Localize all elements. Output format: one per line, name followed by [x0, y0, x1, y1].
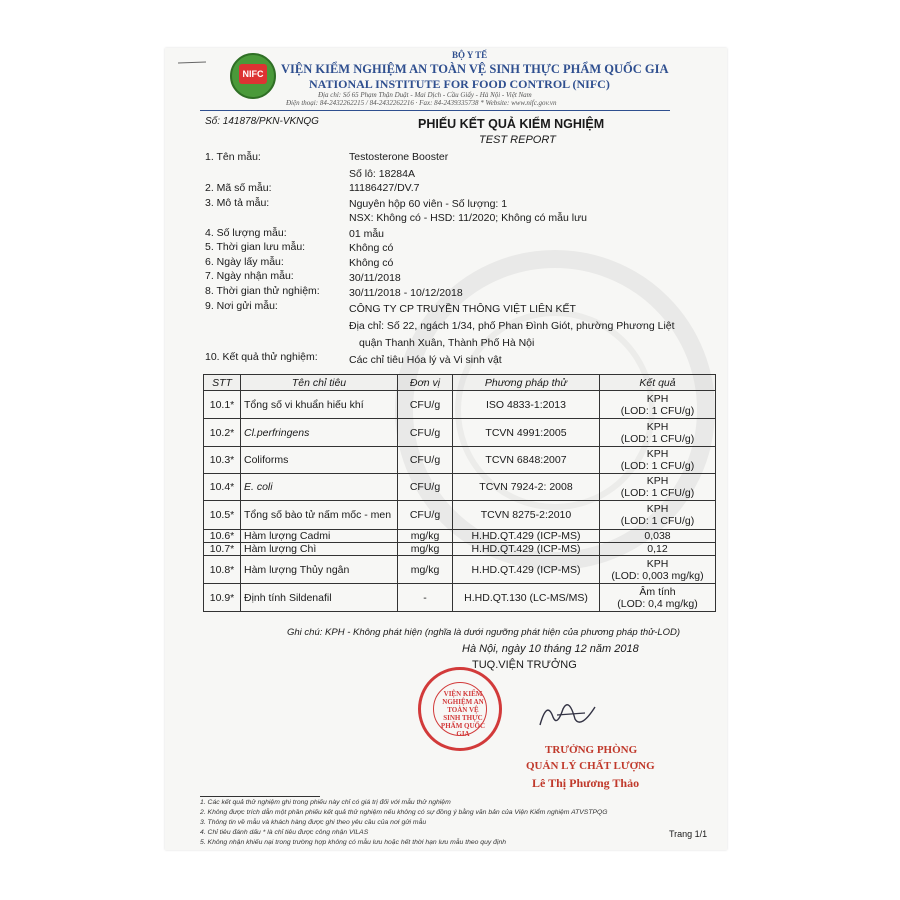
result-value: KPH	[646, 420, 669, 433]
cell-result	[600, 391, 716, 419]
cell-name: Định tính Sildenafil	[241, 584, 398, 612]
field-label: 2. Mã số mẫu:	[205, 182, 272, 194]
table-row	[204, 474, 716, 501]
cell-name: Hàm lượng Chì	[241, 543, 398, 556]
report-title: PHIẾU KẾT QUẢ KIỂM NGHIỆM	[418, 117, 605, 131]
result-lod: (LOD: 1 CFU/g)	[620, 515, 695, 527]
table-row	[204, 556, 716, 584]
field-value: Địa chỉ: Số 22, ngách 1/34, phố Phan Đình Giót, phường Phương Liệt	[349, 320, 675, 332]
footnote: 2. Không được trích dẫn một phần phiếu kết quả thử nghiệm nếu không có sự đồng ý bằng văn bản của Viện Kiểm nghiệm ATVSTPQG	[200, 809, 608, 816]
cell-result	[600, 584, 716, 612]
result-value: KPH	[646, 392, 669, 405]
cell-name: Tổng số bào tử nấm mốc - men	[241, 501, 398, 530]
result-value: KPH	[646, 503, 669, 515]
nifc-logo	[230, 53, 276, 99]
field-label: 8. Thời gian thử nghiệm:	[205, 285, 320, 297]
cell-name: Hàm lượng Thủy ngân	[241, 556, 398, 584]
field-value: CÔNG TY CP TRUYỀN THÔNG VIỆT LIÊN KẾT	[349, 303, 576, 315]
cell-method: TCVN 4991:2005	[453, 419, 600, 447]
field-value: Không có	[349, 257, 394, 269]
issue-date: Hà Nội, ngày 10 tháng 12 năm 2018	[462, 643, 639, 655]
table-row	[204, 584, 716, 612]
cell-method: TCVN 6848:2007	[453, 447, 600, 474]
cell-unit: CFU/g	[398, 391, 453, 419]
col-header-stt: STT	[204, 375, 241, 391]
cell-name: Tổng số vi khuẩn hiếu khí	[241, 391, 398, 419]
result-lod: (LOD: 1 CFU/g)	[620, 404, 695, 417]
cell-result	[600, 556, 716, 584]
field-value: quận Thanh Xuân, Thành Phố Hà Nội	[359, 337, 535, 349]
cell-unit: CFU/g	[398, 447, 453, 474]
field-label: 3. Mô tả mẫu:	[205, 197, 270, 209]
cell-unit: mg/kg	[398, 543, 453, 556]
cell-stt: 10.1*	[204, 391, 241, 419]
footnote: 1. Các kết quả thử nghiệm ghi trong phiếu này chỉ có giá trị đối với mẫu thử nghiệm	[200, 799, 451, 806]
stamp-text: VIỆN KIỂM NGHIỆM AN TOÀN VỆ SINH THỰC PHẨM QUỐC GIA	[440, 690, 486, 738]
field-label: 6. Ngày lấy mẫu:	[205, 256, 284, 268]
cell-method: H.HD.QT.429 (ICP-MS)	[453, 556, 600, 584]
col-header-unit: Đơn vị	[398, 375, 453, 391]
signer-name: Lê Thị Phương Thảo	[532, 776, 640, 790]
cell-method: H.HD.QT.429 (ICP-MS)	[453, 543, 600, 556]
footnote: 4. Chỉ tiêu đánh dấu * là chỉ tiêu được công nhận VILAS	[200, 829, 369, 836]
table-row	[204, 419, 716, 447]
result-value: 0,038	[644, 530, 671, 542]
signer-title-1: TRƯỞNG PHÒNG	[545, 744, 638, 756]
cell-stt: 10.5*	[204, 501, 241, 530]
field-label: 10. Kết quả thử nghiệm:	[205, 351, 318, 363]
field-value: 01 mẫu	[349, 228, 385, 240]
result-lod: (LOD: 1 CFU/g)	[620, 487, 695, 499]
cell-stt: 10.3*	[204, 447, 241, 474]
field-label: 4. Số lượng mẫu:	[205, 227, 287, 239]
footnote: 3. Thông tin về mẫu và khách hàng được ghi theo yêu cầu của nơi gửi mẫu	[200, 819, 427, 826]
cell-method: ISO 4833-1:2013	[453, 391, 600, 419]
cell-name: Cl.perfringens	[241, 419, 398, 447]
cell-unit: CFU/g	[398, 419, 453, 447]
field-value: Các chỉ tiêu Hóa lý và Vi sinh vật	[349, 354, 502, 366]
field-value: Nguyên hộp 60 viên - Số lượng: 1	[349, 198, 508, 210]
handwritten-signature	[535, 695, 605, 735]
cell-unit: CFU/g	[398, 501, 453, 530]
cell-result	[600, 419, 716, 447]
field-value: 30/11/2018 - 10/12/2018	[349, 287, 463, 299]
result-lod: (LOD: 1 CFU/g)	[620, 432, 695, 445]
cell-stt: 10.6*	[204, 530, 241, 543]
cell-method: TCVN 7924-2: 2008	[453, 474, 600, 501]
result-value: Âm tính	[639, 585, 676, 598]
col-header-name: Tên chỉ tiêu	[241, 375, 398, 391]
official-red-stamp	[418, 667, 502, 751]
header-divider	[200, 110, 670, 111]
cell-result	[600, 501, 716, 530]
cell-stt: 10.8*	[204, 556, 241, 584]
cell-name: Hàm lượng Cadmi	[241, 530, 398, 543]
result-lod: (LOD: 1 CFU/g)	[620, 460, 695, 472]
cell-unit: mg/kg	[398, 556, 453, 584]
nifc-logo-text: NIFC	[239, 64, 267, 84]
page-number: Trang 1/1	[669, 829, 708, 839]
cell-result	[600, 543, 716, 556]
footnote-divider	[200, 796, 320, 797]
institute-name-en: NATIONAL INSTITUTE FOR FOOD CONTROL (NIFC)	[309, 77, 610, 91]
cell-stt: 10.2*	[204, 419, 241, 447]
cell-stt: 10.9*	[204, 584, 241, 612]
field-label: 1. Tên mẫu:	[205, 151, 261, 163]
field-label: 9. Nơi gửi mẫu:	[205, 300, 278, 312]
cell-method: TCVN 8275-2:2010	[453, 501, 600, 530]
table-row	[204, 447, 716, 474]
authority-line: TUQ.VIỆN TRƯỞNG	[472, 659, 577, 671]
table-note: Ghi chú: KPH - Không phát hiện (nghĩa là dưới ngưỡng phát hiện của phương pháp thử-LOD)	[287, 627, 681, 638]
field-label: 7. Ngày nhận mẫu:	[205, 270, 294, 282]
cell-result	[600, 474, 716, 501]
cell-name: Coliforms	[241, 447, 398, 474]
cell-result	[600, 530, 716, 543]
cell-result	[600, 447, 716, 474]
ministry-name: BỘ Y TẾ	[452, 50, 488, 60]
institute-address: Địa chỉ: Số 65 Phạm Thận Duật - Mai Dịch - Cầu Giấy - Hà Nội - Việt Nam	[318, 91, 532, 99]
cell-stt: 10.4*	[204, 474, 241, 501]
result-lod: (LOD: 0,4 mg/kg)	[617, 597, 698, 610]
col-header-result: Kết quả	[600, 375, 716, 391]
report-subtitle: TEST REPORT	[479, 134, 556, 146]
result-value: KPH	[646, 557, 669, 570]
field-value: NSX: Không có - HSD: 11/2020; Không có mẫu lưu	[349, 212, 587, 224]
document-number: Số: 141878/PKN-VKNQG	[205, 116, 319, 127]
cell-stt: 10.7*	[204, 543, 241, 556]
table-row	[204, 391, 716, 419]
table-row	[204, 530, 716, 543]
field-value: Không có	[349, 242, 394, 254]
col-header-method: Phương pháp thử	[453, 375, 600, 391]
cell-method: H.HD.QT.429 (ICP-MS)	[453, 530, 600, 543]
cell-unit: mg/kg	[398, 530, 453, 543]
cell-method: H.HD.QT.130 (LC-MS/MS)	[453, 584, 600, 612]
signer-title-2: QUẢN LÝ CHẤT LƯỢNG	[526, 760, 655, 772]
result-lod: (LOD: 0,003 mg/kg)	[611, 569, 704, 582]
table-header-row	[204, 375, 716, 391]
table-row	[204, 543, 716, 556]
institute-contact: Điện thoại: 84-2432262215 / 84-2432262216 · Fax: 84-2439335738 * Website: www.nifc.gov.vn	[286, 99, 557, 107]
field-label: 5. Thời gian lưu mẫu:	[205, 241, 306, 253]
table-row	[204, 501, 716, 530]
result-value: 0,12	[647, 543, 668, 555]
footnote: 5. Không nhận khiếu nại trong trường hợp không có mẫu lưu hoặc hết thời hạn lưu mẫu theo quy định	[200, 839, 507, 846]
field-value: Số lô: 18284A	[349, 168, 415, 180]
field-value: Testosterone Booster	[349, 151, 449, 163]
field-value: 11186427/DV.7	[349, 182, 420, 194]
result-value: KPH	[646, 475, 669, 487]
cell-unit: CFU/g	[398, 474, 453, 501]
cell-name: E. coli	[241, 474, 398, 501]
institute-name-vn: VIỆN KIỂM NGHIỆM AN TOÀN VỆ SINH THỰC PHẨM QUỐC GIA	[281, 62, 669, 76]
field-value: 30/11/2018	[349, 272, 401, 284]
results-table	[203, 374, 716, 612]
cell-unit: -	[398, 584, 453, 612]
result-value: KPH	[646, 448, 669, 460]
